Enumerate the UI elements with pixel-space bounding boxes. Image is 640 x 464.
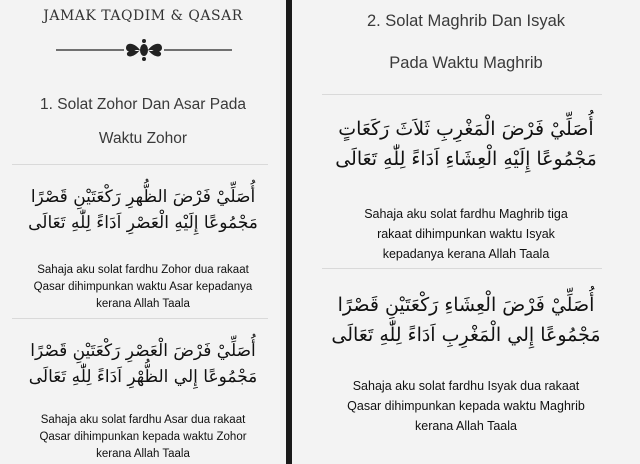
section-title-line: 2. Solat Maghrib Dan Isyak	[366, 12, 566, 30]
left-page[interactable]	[0, 0, 286, 464]
section-title-line: Waktu Zohor	[98, 130, 188, 147]
arabic-line: أُصَلِّيْ فَرْضَ الظُّهرِ رَكْعَتَيْنِ قَصْرًا	[30, 187, 256, 207]
translation-line: kepadanya kerana Allah Taala	[382, 247, 550, 261]
section-title	[0, 88, 286, 156]
floral-divider-icon	[56, 36, 232, 64]
translation-line: kerana Allah Taala	[415, 419, 517, 433]
arabic-line: مَجْمُوعًا إِلَيْهِ الْعَصْرِ اَدَاءً لِلّٰهِ تَعَالَى	[28, 213, 258, 233]
divider	[12, 318, 268, 319]
translation-asar	[0, 412, 286, 463]
translation-line: Sahaja aku solat fardhu Maghrib tiga	[364, 207, 568, 221]
page-header-title: JAMAK TAQDIM & QASAR	[43, 8, 243, 24]
translation-line: Qasar dihimpunkan kepada waktu Zohor	[39, 431, 247, 443]
translation-line: Sahaja aku solat fardhu Asar dua rakaat	[40, 414, 246, 426]
translation-line: Sahaja aku solat fardhu Zohor dua rakaat	[37, 264, 249, 276]
translation-zohor	[0, 262, 286, 313]
translation-line: kerana Allah Taala	[96, 298, 190, 310]
translation-maghrib	[292, 204, 640, 264]
arabic-niat-asar	[0, 338, 286, 390]
arabic-line: مَجْمُوعًا إِلي الْمَغْرِبِ اَدَاءً لِلّٰهِ تَعَالَى	[331, 324, 601, 346]
arabic-niat-isyak	[292, 290, 640, 350]
section-title-line: 1. Solat Zohor Dan Asar Pada	[40, 96, 246, 113]
translation-line: Qasar dihimpunkan kepada waktu Maghrib	[347, 399, 585, 413]
right-page[interactable]	[292, 0, 640, 464]
divider	[12, 164, 268, 165]
divider	[322, 94, 602, 95]
divider	[322, 268, 602, 269]
translation-line: rakaat dihimpunkan waktu Isyak	[377, 227, 555, 241]
translation-line: Sahaja aku solat fardhu Isyak dua rakaat	[352, 379, 580, 393]
section-title	[292, 0, 640, 84]
arabic-niat-zohor	[0, 184, 286, 236]
section-title-line: Pada Waktu Maghrib	[389, 54, 543, 72]
arabic-line: مَجْمُوعًا إِلَيْهِ الْعِشَاءِ اَدَاءً لِلّٰهِ تَعَالَى	[335, 148, 597, 170]
arabic-line: أُصَلِّيْ فَرْضَ الْعِشَاءِ رَكْعَتَيْنِ قَصْرًا	[337, 294, 595, 316]
arabic-niat-maghrib	[292, 114, 640, 174]
arabic-line: أُصَلِّيْ فَرْضَ الْعَصْرِ رَكْعَتَيْنِ قَصْرًا	[30, 341, 256, 361]
translation-isyak	[292, 376, 640, 436]
arabic-line: مَجْمُوعًا إِلي الظُّهْرِ اَدَاءً لِلّٰهِ تَعَالَى	[28, 367, 258, 387]
translation-line: Qasar dihimpunkan waktu Asar kepadanya	[33, 281, 253, 293]
arabic-line: أُصَلِّيْ فَرْضَ الْمَغْرِبِ ثَلاَثَ رَكَعَاتٍ	[338, 118, 594, 140]
translation-line: kerana Allah Taala	[96, 448, 190, 460]
